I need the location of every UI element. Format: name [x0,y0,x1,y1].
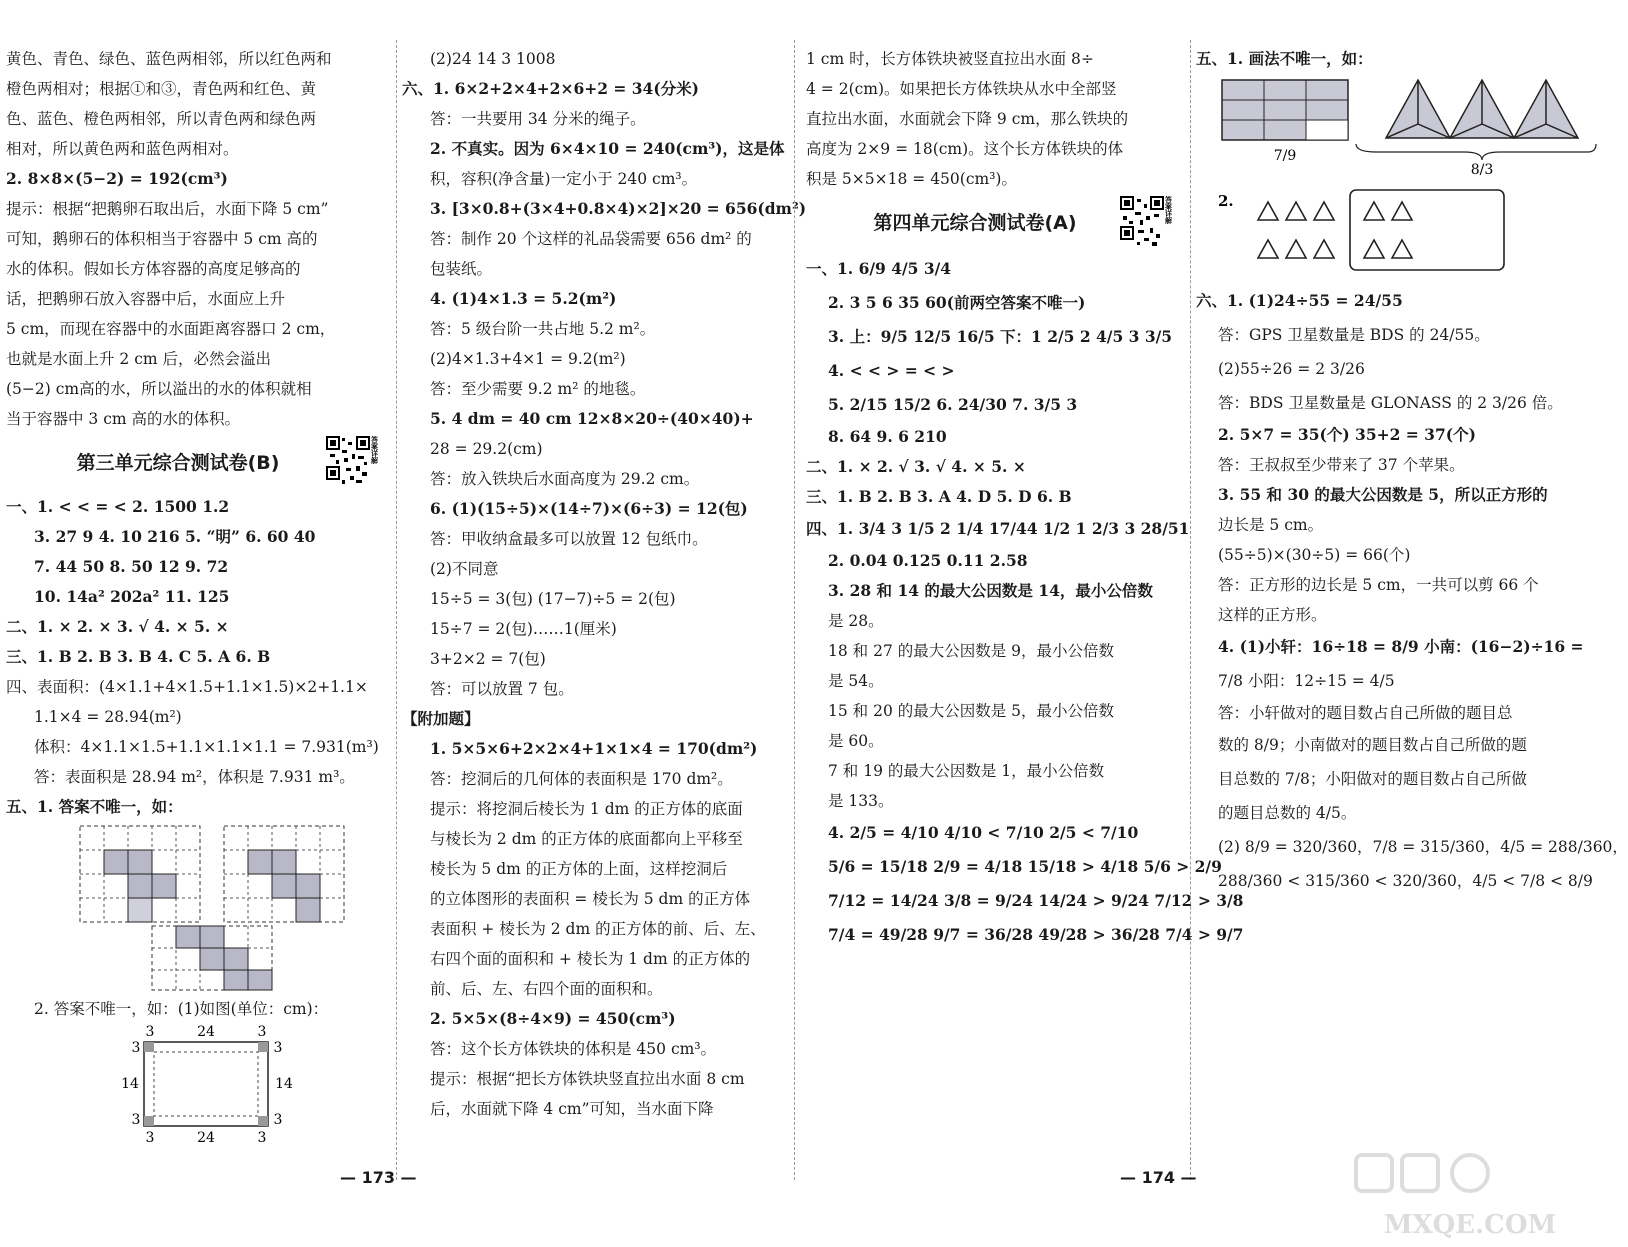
answer-line: 是 60。 [828,732,884,750]
text-line: 5 cm，而现在容器中的水面距离容器口 2 cm， [6,320,336,338]
answer-line: 目总数的 7/8；小阳做对的题目数占自己所做 [1218,770,1527,788]
grid-figures [6,822,390,994]
answer-line: 是 28。 [828,612,884,630]
text-line: 28 = 29.2(cm) [430,440,543,458]
text-line: 话，把鹅卵石放入容器中后，水面应上升 [6,290,286,308]
answer-line: 一、1. 6/9 4/5 3/4 [806,259,952,278]
answer-line: (2)55÷26 = 2 3/26 [1218,360,1365,378]
column-1 [6,44,390,1164]
answer-line: 三、1. B 2. B 3. B 4. C 5. A 6. B [6,647,271,666]
rectangle-figure [6,1024,390,1144]
answer-line: 答：王叔叔至少带来了 37 个苹果。 [1218,456,1465,474]
section-title-text: 第四单元综合测试卷(A) [873,212,1077,234]
column-divider [1190,40,1191,1180]
answer-line: 3. 28 和 14 的最大公因数是 14，最小公倍数 [828,581,1153,600]
text-line: 六、1. 6×2+2×4+2×6+2 = 34(分米) [402,79,700,98]
text-line: 五、1. 画法不唯一，如： [1196,49,1373,68]
text-line: 答：挖洞后的几何体的表面积是 170 dm²。 [430,770,733,788]
text-line: 答：可以放置 7 包。 [430,680,574,698]
answer-line: 2. 3 5 6 35 60(前两空答案不唯一) [828,293,1086,312]
text-line: 答：放入铁块后水面高度为 29.2 cm。 [430,470,700,488]
text-line: 色、蓝色、橙色两相邻，所以青色两和绿色两 [6,110,317,128]
text-line: 与棱长为 2 dm 的正方体的底面都向上平移至 [430,830,743,848]
answer-line: 3. 上：9/5 12/5 16/5 下：1 2/5 2 4/5 3 3/5 [828,327,1173,346]
answer-line: 五、1. 答案不唯一，如： [6,797,183,816]
corner-label: 3 [131,1112,141,1128]
text-line: 右四个面的面积和 + 棱长为 1 dm 的正方体的 [430,950,751,968]
section-title-text: 第三单元综合测试卷(B) [76,452,280,474]
watermark-text: MXQE.COM [1383,1210,1557,1240]
answer-line: 2. 0.04 0.125 0.11 2.58 [828,551,1028,570]
text-line: 2. 不真实。因为 6×4×10 = 240(cm³)，这是体 [430,139,785,158]
qr-code-icon [1120,196,1174,250]
text-line: 表面积 + 棱长为 2 dm 的正方体的前、后、左、 [430,920,766,938]
text-line: 6. (1)(15÷5)×(14÷7)×(6÷3) = 12(包) [430,499,748,518]
text-line: (2)24 14 3 1008 [430,50,556,68]
triangles [1258,202,1412,258]
qr-code-icon [326,436,380,490]
fraction-diagram [1196,74,1596,184]
hint-line: 提示：将挖洞后棱长为 1 dm 的正方体的底面 [430,800,743,818]
answer-line: 2. 答案不唯一，如：(1)如图(单位：cm)： [34,1000,329,1018]
answer-line: 答：小轩做对的题目数占自己所做的题目总 [1218,704,1513,722]
qr-label: 答案详解 [370,436,380,464]
grid-figure-1 [80,826,200,922]
text-line: 水的体积。假如长方体容器的高度足够高的 [6,260,301,278]
hint-line: 提示：根据“把长方体铁块竖直拉出水面 8 cm [430,1070,745,1088]
answer-line: 答：正方形的边长是 5 cm，一共可以剪 66 个 [1218,576,1539,594]
answer-line: 1.1×4 = 28.94(m²) [34,708,182,726]
answer-line: 是 133。 [828,792,894,810]
text-line: 2. 5×5×(8÷4×9) = 450(cm³) [430,1009,676,1028]
answer-line: 答：GPS 卫星数量是 BDS 的 24/55。 [1218,326,1490,344]
right-label: 14 [275,1076,293,1092]
text-line: 1 cm 时，长方体铁块被竖直拉出水面 8÷ [806,50,1094,68]
text-line: 1. 5×5×6+2×2×4+1×1×4 = 170(dm²) [430,739,758,758]
text-line: 当于容器中 3 cm 高的水的体积。 [6,410,241,428]
text-line: 5. 4 dm = 40 cm 12×8×20÷(40×40)+ [430,409,754,428]
answer-line: 7/8 小阳：12÷15 = 4/5 [1218,672,1395,690]
corner-label: 3 [273,1040,283,1056]
text-line: 15÷5 = 3(包) (17−7)÷5 = 2(包) [430,590,676,608]
text-line: 答：制作 20 个这样的礼品袋需要 656 dm² 的 [430,230,752,248]
fraction-drawings [1196,74,1596,184]
corner-label: 3 [257,1024,267,1040]
answer-line: 8. 64 9. 6 210 [828,427,947,446]
answer-line: 5/6 = 15/18 2/9 = 4/18 15/18 > 4/18 5/6 > 2/9 [828,857,1222,876]
answer-line: 六、1. (1)24÷55 = 24/55 [1196,291,1403,310]
text-line: 3+2×2 = 7(包) [430,650,546,668]
column-2 [402,44,807,1164]
section-title [6,434,390,492]
answer-line: 的题目总数的 4/5。 [1218,804,1357,822]
answer-line: 7/12 = 14/24 3/8 = 9/24 14/24 > 9/24 7/12 > 3/8 [828,891,1244,910]
answer-line: 是 54。 [828,672,884,690]
bottom-label: 24 [197,1130,215,1146]
text-line: (2)4×1.3+4×1 = 9.2(m²) [430,350,626,368]
answer-line: 二、1. × 2. √ 3. √ 4. × 5. × [806,457,1026,476]
text-line: 15÷7 = 2(包)……1(厘米) [430,620,617,638]
text-line: 橙色两相对；根据①和③，青色两和红色、黄 [6,80,317,98]
left-label: 14 [121,1076,139,1092]
text-line: 答：这个长方体铁块的体积是 450 cm³。 [430,1040,717,1058]
answer-line: 这样的正方形。 [1218,606,1327,624]
text-line: 积，容积(净含量)一定小于 240 cm³。 [430,170,698,188]
answer-line: 四、表面积：(4×1.1+4×1.5+1.1×1.5)×2+1.1× [6,678,368,696]
watermark-logo [1350,1151,1590,1241]
text-line: 前、后、左、右四个面的面积和。 [430,980,663,998]
answer-line: 体积：4×1.1×1.5+1.1×1.1×1.1 = 7.931(m³) [34,738,379,756]
corner-label: 3 [131,1040,141,1056]
text-line: 答：5 级台阶一共占地 5.2 m²。 [430,320,656,338]
answer-line: 答：表面积是 28.94 m²，体积是 7.931 m³。 [34,768,355,786]
section-title [806,194,1184,252]
text-line: 3. [3×0.8+(3×4+0.8×4)×2]×20 = 656(dm²) [430,199,807,218]
top-label: 24 [197,1024,215,1040]
text-line: (5−2) cm高的水，所以溢出的水的体积就相 [6,380,312,398]
answer-line: 三、1. B 2. B 3. A 4. D 5. D 6. B [806,487,1072,506]
text-line: 答：一共要用 34 分米的绳子。 [430,110,646,128]
answer-line: 10. 14a² 202a² 11. 125 [34,587,230,606]
grid-figure-3 [152,926,272,990]
unfolded-cube-diagrams [6,822,390,994]
text-line: 4. (1)4×1.3 = 5.2(m²) [430,289,617,308]
corner-label: 3 [257,1130,267,1146]
answer-line: 4. < < > = < > [828,361,955,380]
page-number: — 173 — [340,1168,417,1187]
fraction-label: 8/3 [1470,162,1494,178]
answer-line: 二、1. × 2. × 3. √ 4. × 5. × [6,617,229,636]
answer-line: 7 和 19 的最大公因数是 1，最小公倍数 [828,762,1105,780]
text-line: 2. 8×8×(5−2) = 192(cm³) [6,169,228,188]
answer-line: 数的 8/9；小南做对的题目数占自己所做的题 [1218,736,1527,754]
answer-line: 7. 44 50 8. 50 12 9. 72 [34,557,229,576]
text-line: 包装纸。 [430,260,493,278]
triangles-diagram [1196,184,1596,284]
text-line: (2)不同意 [430,560,499,578]
triangles-box-figure [1196,184,1596,284]
text-line: 也就是水面上升 2 cm 后，必然会溢出 [6,350,272,368]
grid-figure-2 [224,826,344,922]
column-divider [396,40,397,1180]
answer-line: 一、1. < < = < 2. 1500 1.2 [6,497,230,516]
page-number: — 174 — [1120,1168,1197,1187]
answer-line: 2. 5×7 = 35(个) 35+2 = 37(个) [1218,425,1476,444]
answer-line: 3. 55 和 30 的最大公因数是 5，所以正方形的 [1218,485,1548,504]
column-4 [1196,44,1628,1164]
question-number: 2. [1218,192,1234,210]
cut-corners-rectangle [6,1024,390,1144]
corner-label: 3 [273,1112,283,1128]
text-line: 高度为 2×9 = 18(cm)。这个长方体铁块的体 [806,140,1124,158]
answer-line: 288/360 < 315/360 < 320/360，4/5 < 7/8 < 8/9 [1218,872,1593,890]
fraction-label: 7/9 [1273,148,1297,164]
hint-line: 提示：根据“把鹅卵石取出后，水面下降 5 cm” [6,200,329,218]
answer-line: (2) 8/9 = 320/360，7/8 = 315/360，4/5 = 288/360， [1218,838,1628,856]
answer-line: (55÷5)×(30÷5) = 66(个) [1218,546,1411,564]
answer-line: 答：BDS 卫星数量是 GLONASS 的 2 3/26 倍。 [1218,394,1563,412]
answer-line: 4. 2/5 = 4/10 4/10 < 7/10 2/5 < 7/10 [828,823,1139,842]
answer-line: 5. 2/15 15/2 6. 24/30 7. 3/5 3 [828,395,1078,414]
text-line: 可知，鹅卵石的体积相当于容器中 5 cm 高的 [6,230,318,248]
appendix-heading: 【附加题】 [402,709,480,728]
answer-line: 边长是 5 cm。 [1218,516,1324,534]
text-line: 相对，所以黄色两和蓝色两相对。 [6,140,239,158]
answer-line: 3. 27 9 4. 10 216 5. “明” 6. 60 40 [34,527,316,546]
text-line: 直拉出水面，水面就会下降 9 cm，那么铁块的 [806,110,1129,128]
text-line: 答：至少需要 9.2 m² 的地毯。 [430,380,646,398]
text-line: 积是 5×5×18 = 450(cm³)。 [806,170,1017,188]
text-line: 4 = 2(cm)。如果把长方体铁块从水中全部竖 [806,80,1117,98]
triangle-group [1386,80,1578,138]
answer-line: 四、1. 3/4 3 1/5 2 1/4 17/44 1/2 1 2/3 3 28/51 [806,519,1190,538]
answer-line: 15 和 20 的最大公因数是 5，最小公倍数 [828,702,1115,720]
answer-line: 4. (1)小轩：16÷18 = 8/9 小南：(16−2)÷16 = [1218,637,1584,656]
rectangle-grid [1222,80,1348,140]
text-line: 答：甲收纳盒最多可以放置 12 包纸巾。 [430,530,708,548]
corner-label: 3 [145,1024,155,1040]
text-line: 黄色、青色、绿色、蓝色两相邻，所以红色两和 [6,50,332,68]
text-line: 后，水面就下降 4 cm”可知，当水面下降 [430,1100,714,1118]
corner-label: 3 [145,1130,155,1146]
page-divider [794,40,795,1180]
text-line: 的立体图形的表面积 = 棱长为 5 dm 的正方体 [430,890,751,908]
qr-label: 答案详解 [1164,196,1174,224]
answer-line: 18 和 27 的最大公因数是 9，最小公倍数 [828,642,1115,660]
text-line: 棱长为 5 dm 的正方体的上面，这样挖洞后 [430,860,728,878]
column-3 [806,44,1244,1164]
answer-line: 7/4 = 49/28 9/7 = 36/28 49/28 > 36/28 7/4 > 9/7 [828,925,1244,944]
